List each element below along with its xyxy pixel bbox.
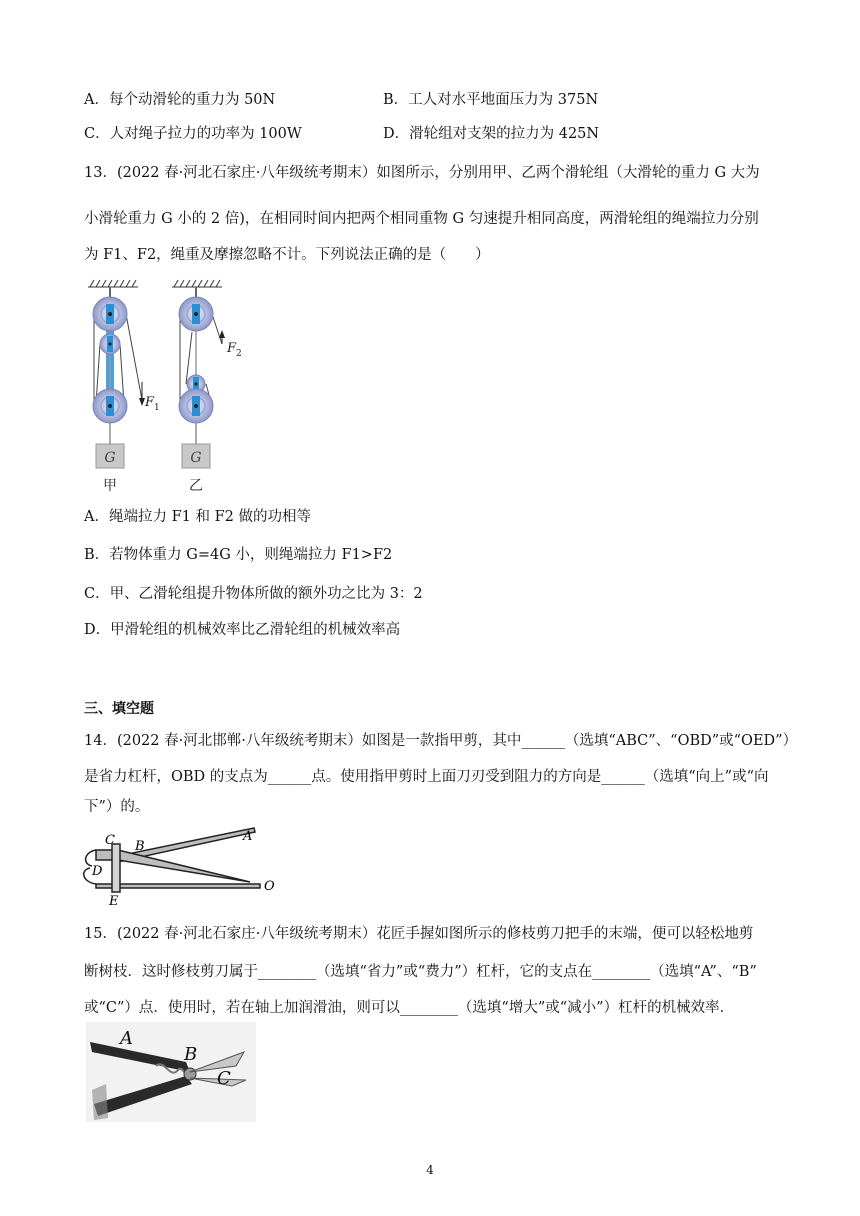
q13-force1-sub: 1 (154, 403, 160, 413)
q14-label-b: B (135, 839, 145, 854)
q13-option-a: A．绳端拉力 F1 和 F2 做的功相等 (84, 509, 311, 525)
q14-stem-line2: 是省力杠杆，OBD 的支点为______点。使用指甲剪时上面刀刃受到阻力的方向是______（选填“向上”或“向 (84, 769, 769, 785)
q13-stem-line2: 小滑轮重力 G 小的 2 倍)，在相同时间内把两个相同重物 G 匀速提升相同高度，两滑轮组的绳端拉力分别 (84, 211, 759, 227)
q12-option-a: A．每个动滑轮的重力为 50N (84, 92, 276, 108)
page-number: 4 (426, 1163, 434, 1177)
q15-label-a: A (120, 1028, 133, 1049)
q12-option-d: D．滑轮组对支架的拉力为 425N (383, 126, 600, 142)
q13-weight-label-jia: G (104, 450, 116, 466)
q13-force1-label: F (145, 395, 155, 410)
q15-stem-line1: 15．(2022 春·河北石家庄·八年级统考期末）花匠手握如图所示的修枝剪刀把手的末端，便可以轻松地剪 (84, 926, 754, 942)
section-title: 三、填空题 (84, 701, 154, 717)
q14-label-e: E (109, 894, 119, 906)
q13-option-b: B．若物体重力 G=4G 小，则绳端拉力 F1>F2 (84, 547, 393, 563)
q13-force2-label: F (227, 341, 237, 356)
q15-pruning-shears-figure (86, 1022, 256, 1122)
q13-stem-line3: 为 F1、F2，绳重及摩擦忽略不计。下列说法正确的是（ ） (84, 247, 490, 263)
q13-stem-line1: 13．(2022 春·河北石家庄·八年级统考期末）如图所示，分别用甲、乙两个滑轮组（大滑轮的重力 G 大为 (84, 165, 760, 181)
q13-weight-label-yi: G (190, 450, 202, 466)
q13-force2-sub: 2 (236, 349, 242, 359)
q13-option-d: D．甲滑轮组的机械效率比乙滑轮组的机械效率高 (84, 622, 401, 638)
q13-pulley-figure (82, 272, 252, 504)
q15-label-c: C (217, 1068, 231, 1089)
q12-option-c: C．人对绳子拉力的功率为 100W (84, 126, 302, 142)
q14-label-a: A (243, 829, 253, 844)
q14-stem-line3: 下”）的。 (84, 799, 150, 815)
q12-option-b: B．工人对水平地面压力为 375N (383, 92, 599, 108)
q15-stem-line3: 或“C”）点．使用时，若在轴上加润滑油，则可以________（选填“增大”或“减小”）杠杆的机械效率． (84, 1000, 735, 1016)
q14-stem-line1: 14．(2022 春·河北邯郸·八年级统考期末）如图是一款指甲剪，其中______（选填“ABC”、“OBD”或“OED”） (84, 733, 798, 749)
q13-label-jia: 甲 (103, 478, 117, 494)
q14-nail-clipper-figure (78, 826, 278, 906)
q14-label-o: O (264, 879, 275, 894)
q14-label-c: C (105, 833, 115, 848)
q13-label-yi: 乙 (189, 478, 203, 494)
q15-label-b: B (184, 1044, 198, 1065)
q15-stem-line2: 断树枝．这时修枝剪刀属于________（选填“省力”或“费力”）杠杆，它的支点在________（选填“A”、“B” (84, 964, 757, 980)
q13-option-c: C．甲、乙滑轮组提升物体所做的额外功之比为 3：2 (84, 586, 423, 602)
q14-label-d: D (92, 864, 103, 879)
